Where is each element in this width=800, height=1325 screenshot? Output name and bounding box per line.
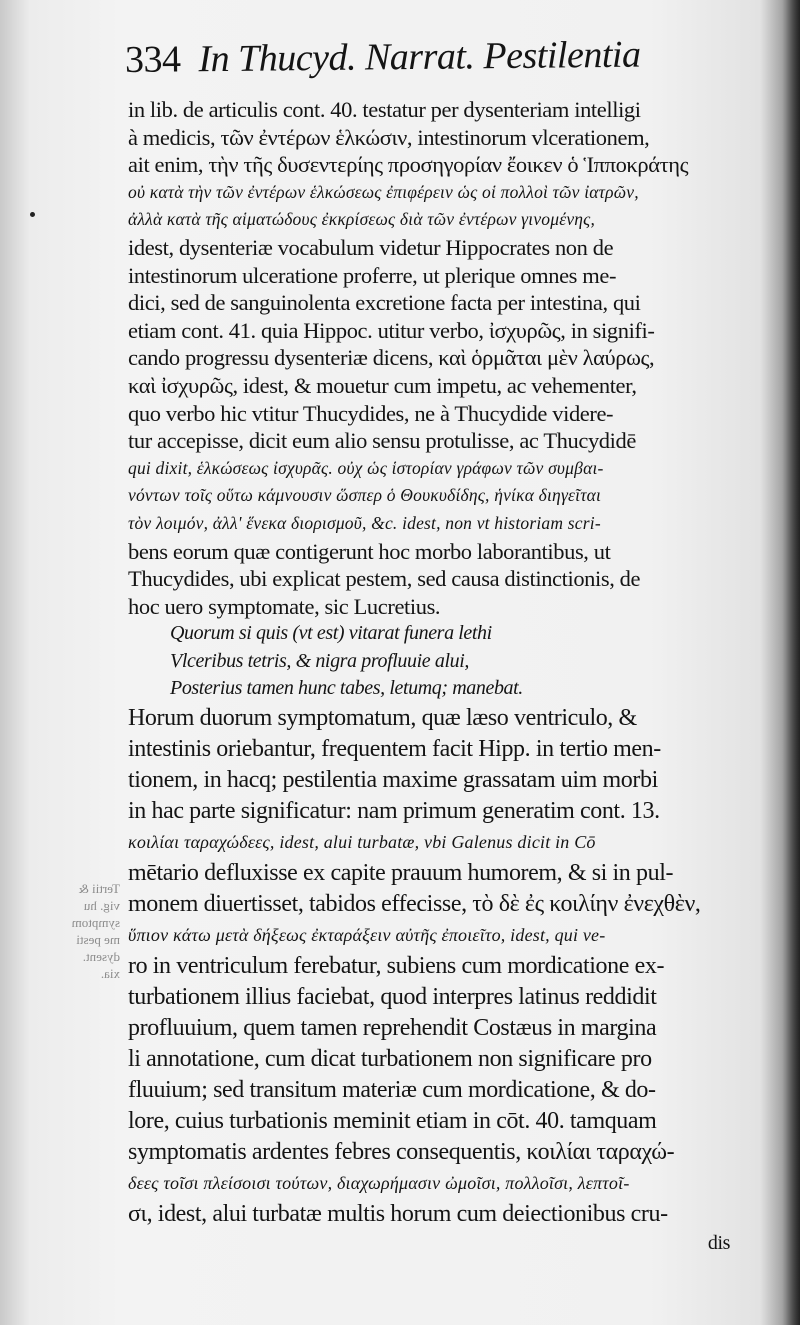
text-line: bens eorum quæ contigerunt hoc morbo laborantibus, ut xyxy=(128,538,611,564)
text-line: idest, dysenteriæ vocabulum videtur Hippocrates non de xyxy=(128,234,614,260)
main-text-block xyxy=(128,96,768,1258)
greek-line: ὕπιον κάτω μετὰ δήξεως ἐκταράξειν αὐτῆς ἐποιεῖτο, idest, qui ve- xyxy=(128,925,606,946)
text-line: in lib. de articulis cont. 40. testatur per dysenteriam intelligi xyxy=(128,97,641,122)
greek-line: τὸν λοιμόν, ἀλλ' ἕνεκα διορισμοῦ, &c. idest, non vt historiam scri- xyxy=(128,512,601,533)
ghost-line: symptom xyxy=(71,915,120,930)
ghost-line: xia. xyxy=(100,966,120,981)
running-header xyxy=(125,32,726,92)
running-title: In Thucyd. Narrat. Pestilentia xyxy=(198,33,641,81)
text-line: li annotatione, cum dicat turbationem non significare pro xyxy=(128,1046,652,1073)
bleed-through-margin-note xyxy=(50,880,120,982)
text-line: Horum duorum symptomatum, quæ læso ventriculo, & xyxy=(128,705,637,732)
text-line: à medicis, τῶν ἐντέρων ἑλκώσιν, intestinorum vlcerationem, xyxy=(128,124,650,150)
verse-line: Posterius tamen hunc tabes, letumq; manebat. xyxy=(170,677,523,700)
greek-line: qui dixit, ἑλκώσεως ἰσχυρᾶς. οὐχ ὡς ἱστορίαν γράφων τῶν συμβαι- xyxy=(128,457,604,478)
text-line: Thucydides, ubi explicat pestem, sed causa distinctionis, de xyxy=(128,566,641,592)
text-line: ait enim, τὴν τῆς δυσεντερίης προσηγορίαν ἔοικεν ὁ Ἱπποκράτης xyxy=(128,152,689,178)
gutter-shadow xyxy=(782,0,800,1325)
page-number: 334 xyxy=(124,38,181,81)
greek-line: οὐ κατὰ τὴν τῶν ἐντέρων ἑλκώσεως ἐπιφέρειν ὡς οἱ πολλοὶ τῶν ἰατρῶν, xyxy=(128,181,639,202)
text-line: fluuium; sed transitum materiæ cum mordicatione, & do- xyxy=(128,1077,656,1104)
text-line: symptomatis ardentes febres consequentis, κοιλίαι ταραχώ- xyxy=(128,1139,675,1166)
text-line: etiam cont. 41. quia Hippoc. utitur verbo, ἰσχυρῶς, in signifi- xyxy=(128,317,655,343)
text-line: dici, sed de sanguinolenta excretione facta per intestina, qui xyxy=(128,290,641,316)
text-line: profluuium, quem tamen reprehendit Costæus in margina xyxy=(128,1015,657,1042)
text-line: monem diuertisset, tabidos effecisse, τὸ δὲ ἐς κοιλίην ἐνεχθὲν, xyxy=(128,891,701,918)
text-line: turbationem illius faciebat, quod interpres latinus reddidit xyxy=(128,984,657,1011)
greek-line: νόντων τοῖς οὕτω κάμνουσιν ὥσπερ ὁ Θουκυδίδης, ἡνίκα διηγεῖται xyxy=(128,485,602,506)
text-line: σι, idest, alui turbatæ multis horum cum deiectionibus cru- xyxy=(128,1201,668,1228)
ghost-line: dysent. xyxy=(82,949,120,964)
text-line: intestinis oriebantur, frequentem facit Hipp. in tertio men- xyxy=(128,736,661,763)
text-line: lore, cuius turbationis meminit etiam in cōt. 40. tamquam xyxy=(128,1108,657,1135)
catchword: dis xyxy=(707,1232,730,1255)
text-line: mētario defluxisse ex capite prauum humorem, & si in pul- xyxy=(128,860,674,887)
text-line: in hac parte significatur: nam primum generatim cont. 13. xyxy=(128,798,660,825)
text-line: καὶ ἰσχυρῶς, idest, & mouetur cum impetu, ac vehementer, xyxy=(128,372,637,398)
greek-line: δεες τοῖσι πλείσοισι τούτων, διαχωρήμασιν ὠμοῖσι, πολλοῖσι, λεπτοῖ- xyxy=(128,1173,630,1194)
ghost-line: me pesti xyxy=(76,932,120,947)
text-line: hoc uero symptomate, sic Lucretius. xyxy=(128,593,441,619)
greek-line: ἀλλὰ κατὰ τῆς αἱματώδους ἐκκρίσεως διὰ τῶν ἐντέρων γινομένης, xyxy=(128,209,596,230)
ghost-line: Tertii & xyxy=(78,881,120,896)
verse-line: Vlceribus tetris, & nigra profluuie alui, xyxy=(170,649,469,672)
text-line: intestinorum ulceratione proferre, ut plerique omnes me- xyxy=(128,262,617,288)
text-line: quo verbo hic vtitur Thucydides, ne à Thucydide videre- xyxy=(128,400,614,426)
greek-line: κοιλίαι ταραχώδεες, idest, alui turbatæ, vbi Galenus dicit in Cō xyxy=(128,832,596,853)
verse-line: Quorum si quis (vt est) vitarat funera lethi xyxy=(170,622,492,645)
ghost-line: vig. hu xyxy=(83,898,120,913)
text-line: cando progressu dysenteriæ dicens, καὶ ὁρμᾶται μὲν λαύρως, xyxy=(128,345,655,371)
text-line: tionem, in hacq; pestilentia maxime grassatam uim morbi xyxy=(128,767,658,794)
text-line: tur accepisse, dicit eum alio sensu protulisse, ac Thucydidē xyxy=(128,428,636,454)
text-line: ro in ventriculum ferebatur, subiens cum mordicatione ex- xyxy=(128,953,665,980)
ink-speck xyxy=(30,212,35,217)
